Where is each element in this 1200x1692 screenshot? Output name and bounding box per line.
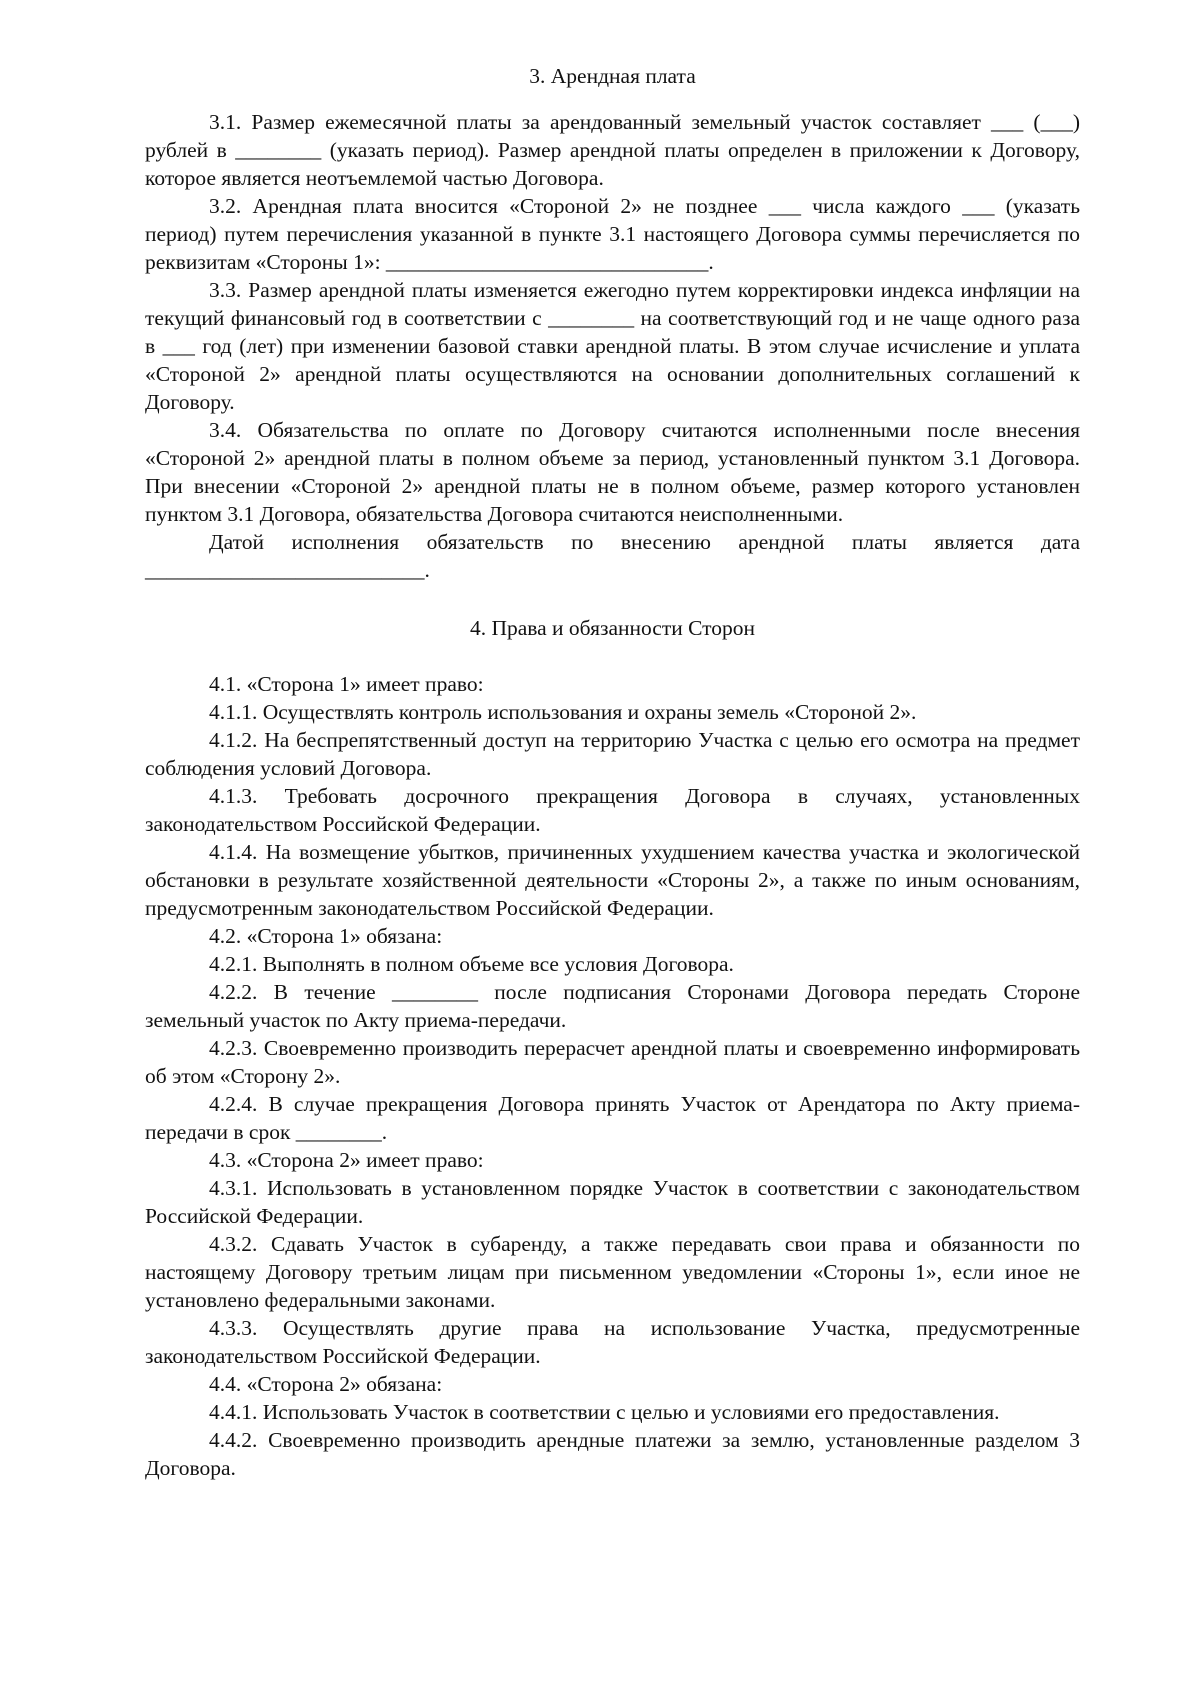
clause-3-2: 3.2. Арендная плата вносится «Стороной 2» не позднее ___ числа каждого ___ (указать период) путем перечисления указанной в пункте 3.1 настоящего Договора суммы перечисляется по реквизитам «Стороны 1»: ______________________________. (145, 194, 1080, 274)
clause-4-1-4: 4.1.4. На возмещение убытков, причиненных ухудшением качества участка и экологической обстановки в результате хозяйственной деятельности «Стороны 2», а также по иным основаниям, предусмотренным законодательством Российской Федерации. (145, 840, 1080, 920)
clause-4-4: 4.4. «Сторона 2» обязана: (209, 1372, 443, 1396)
clause-4-1-1: 4.1.1. Осуществлять контроль использования и охраны земель «Стороной 2». (209, 700, 917, 724)
clause-4-4-1: 4.4.1. Использовать Участок в соответствии с целью и условиями его предоставления. (209, 1400, 1000, 1424)
section-4-title: 4. Права и обязанности Сторон (469, 616, 756, 640)
clause-3-3: 3.3. Размер арендной платы изменяется ежегодно путем корректировки индекса инфляции на текущий финансовый год в соответствии с ________ на соответствующий год и не чаще одного раза в ___ год (лет) при изменении базовой ставки арендной платы. В этом случае исчисление и уплата «Стороной 2» арендной платы осуществляются на основании дополнительных соглашений к Договору. (145, 278, 1080, 414)
clause-4-2: 4.2. «Сторона 1» обязана: (209, 924, 443, 948)
clause-4-1: 4.1. «Сторона 1» имеет право: (209, 672, 484, 696)
clause-3-1: 3.1. Размер ежемесячной платы за арендованный земельный участок составляет ___ (___) рублей в ________ (указать период). Размер арендной платы определен в приложении к Договору, которое является неотъемлемой частью Договора. (145, 110, 1080, 190)
clause-3-4: 3.4. Обязательства по оплате по Договору считаются исполненными после внесения «Стороной 2» арендной платы в полном объеме за период, установленный пунктом 3.1 Договора. При внесении «Стороной 2» арендной платы не в полном объеме, размер которого установлен пунктом 3.1 Договора, обязательства Договора считаются неисполненными. (145, 418, 1080, 526)
clause-4-2-4: 4.2.4. В случае прекращения Договора принять Участок от Арендатора по Акту приема-передачи в срок ________. (145, 1092, 1080, 1144)
clause-4-1-2: 4.1.2. На беспрепятственный доступ на территорию Участка с целью его осмотра на предмет соблюдения условий Договора. (145, 728, 1080, 780)
payment-date-blank: __________________________. (145, 558, 430, 582)
clause-4-2-1: 4.2.1. Выполнять в полном объеме все условия Договора. (209, 952, 734, 976)
clause-4-3-3: 4.3.3. Осуществлять другие права на использование Участка, предусмотренные законодательством Российской Федерации. (145, 1316, 1080, 1368)
document-page (145, 62, 1080, 1482)
section-3-title: 3. Арендная плата (529, 64, 696, 88)
clause-4-3: 4.3. «Сторона 2» имеет право: (209, 1148, 484, 1172)
clause-4-3-1: 4.3.1. Использовать в установленном порядке Участок в соответствии с законодательством Российской Федерации. (145, 1176, 1080, 1228)
payment-date-paragraph: Датой исполнения обязательств по внесению арендной платы является дата (209, 530, 1080, 554)
clause-4-3-2: 4.3.2. Сдавать Участок в субаренду, а также передавать свои права и обязанности по настоящему Договору третьим лицам при письменном уведомлении «Стороны 1», если иное не установлено федеральными законами. (145, 1232, 1080, 1312)
clause-4-2-2: 4.2.2. В течение ________ после подписания Сторонами Договора передать Стороне земельный участок по Акту приема-передачи. (145, 980, 1080, 1032)
clause-4-1-3: 4.1.3. Требовать досрочного прекращения Договора в случаях, установленных законодательством Российской Федерации. (145, 784, 1080, 836)
clause-4-2-3: 4.2.3. Своевременно производить перерасчет арендной платы и своевременно информировать об этом «Сторону 2». (145, 1036, 1080, 1088)
clause-4-4-2: 4.4.2. Своевременно производить арендные платежи за землю, установленные разделом 3 Договора. (145, 1428, 1080, 1480)
